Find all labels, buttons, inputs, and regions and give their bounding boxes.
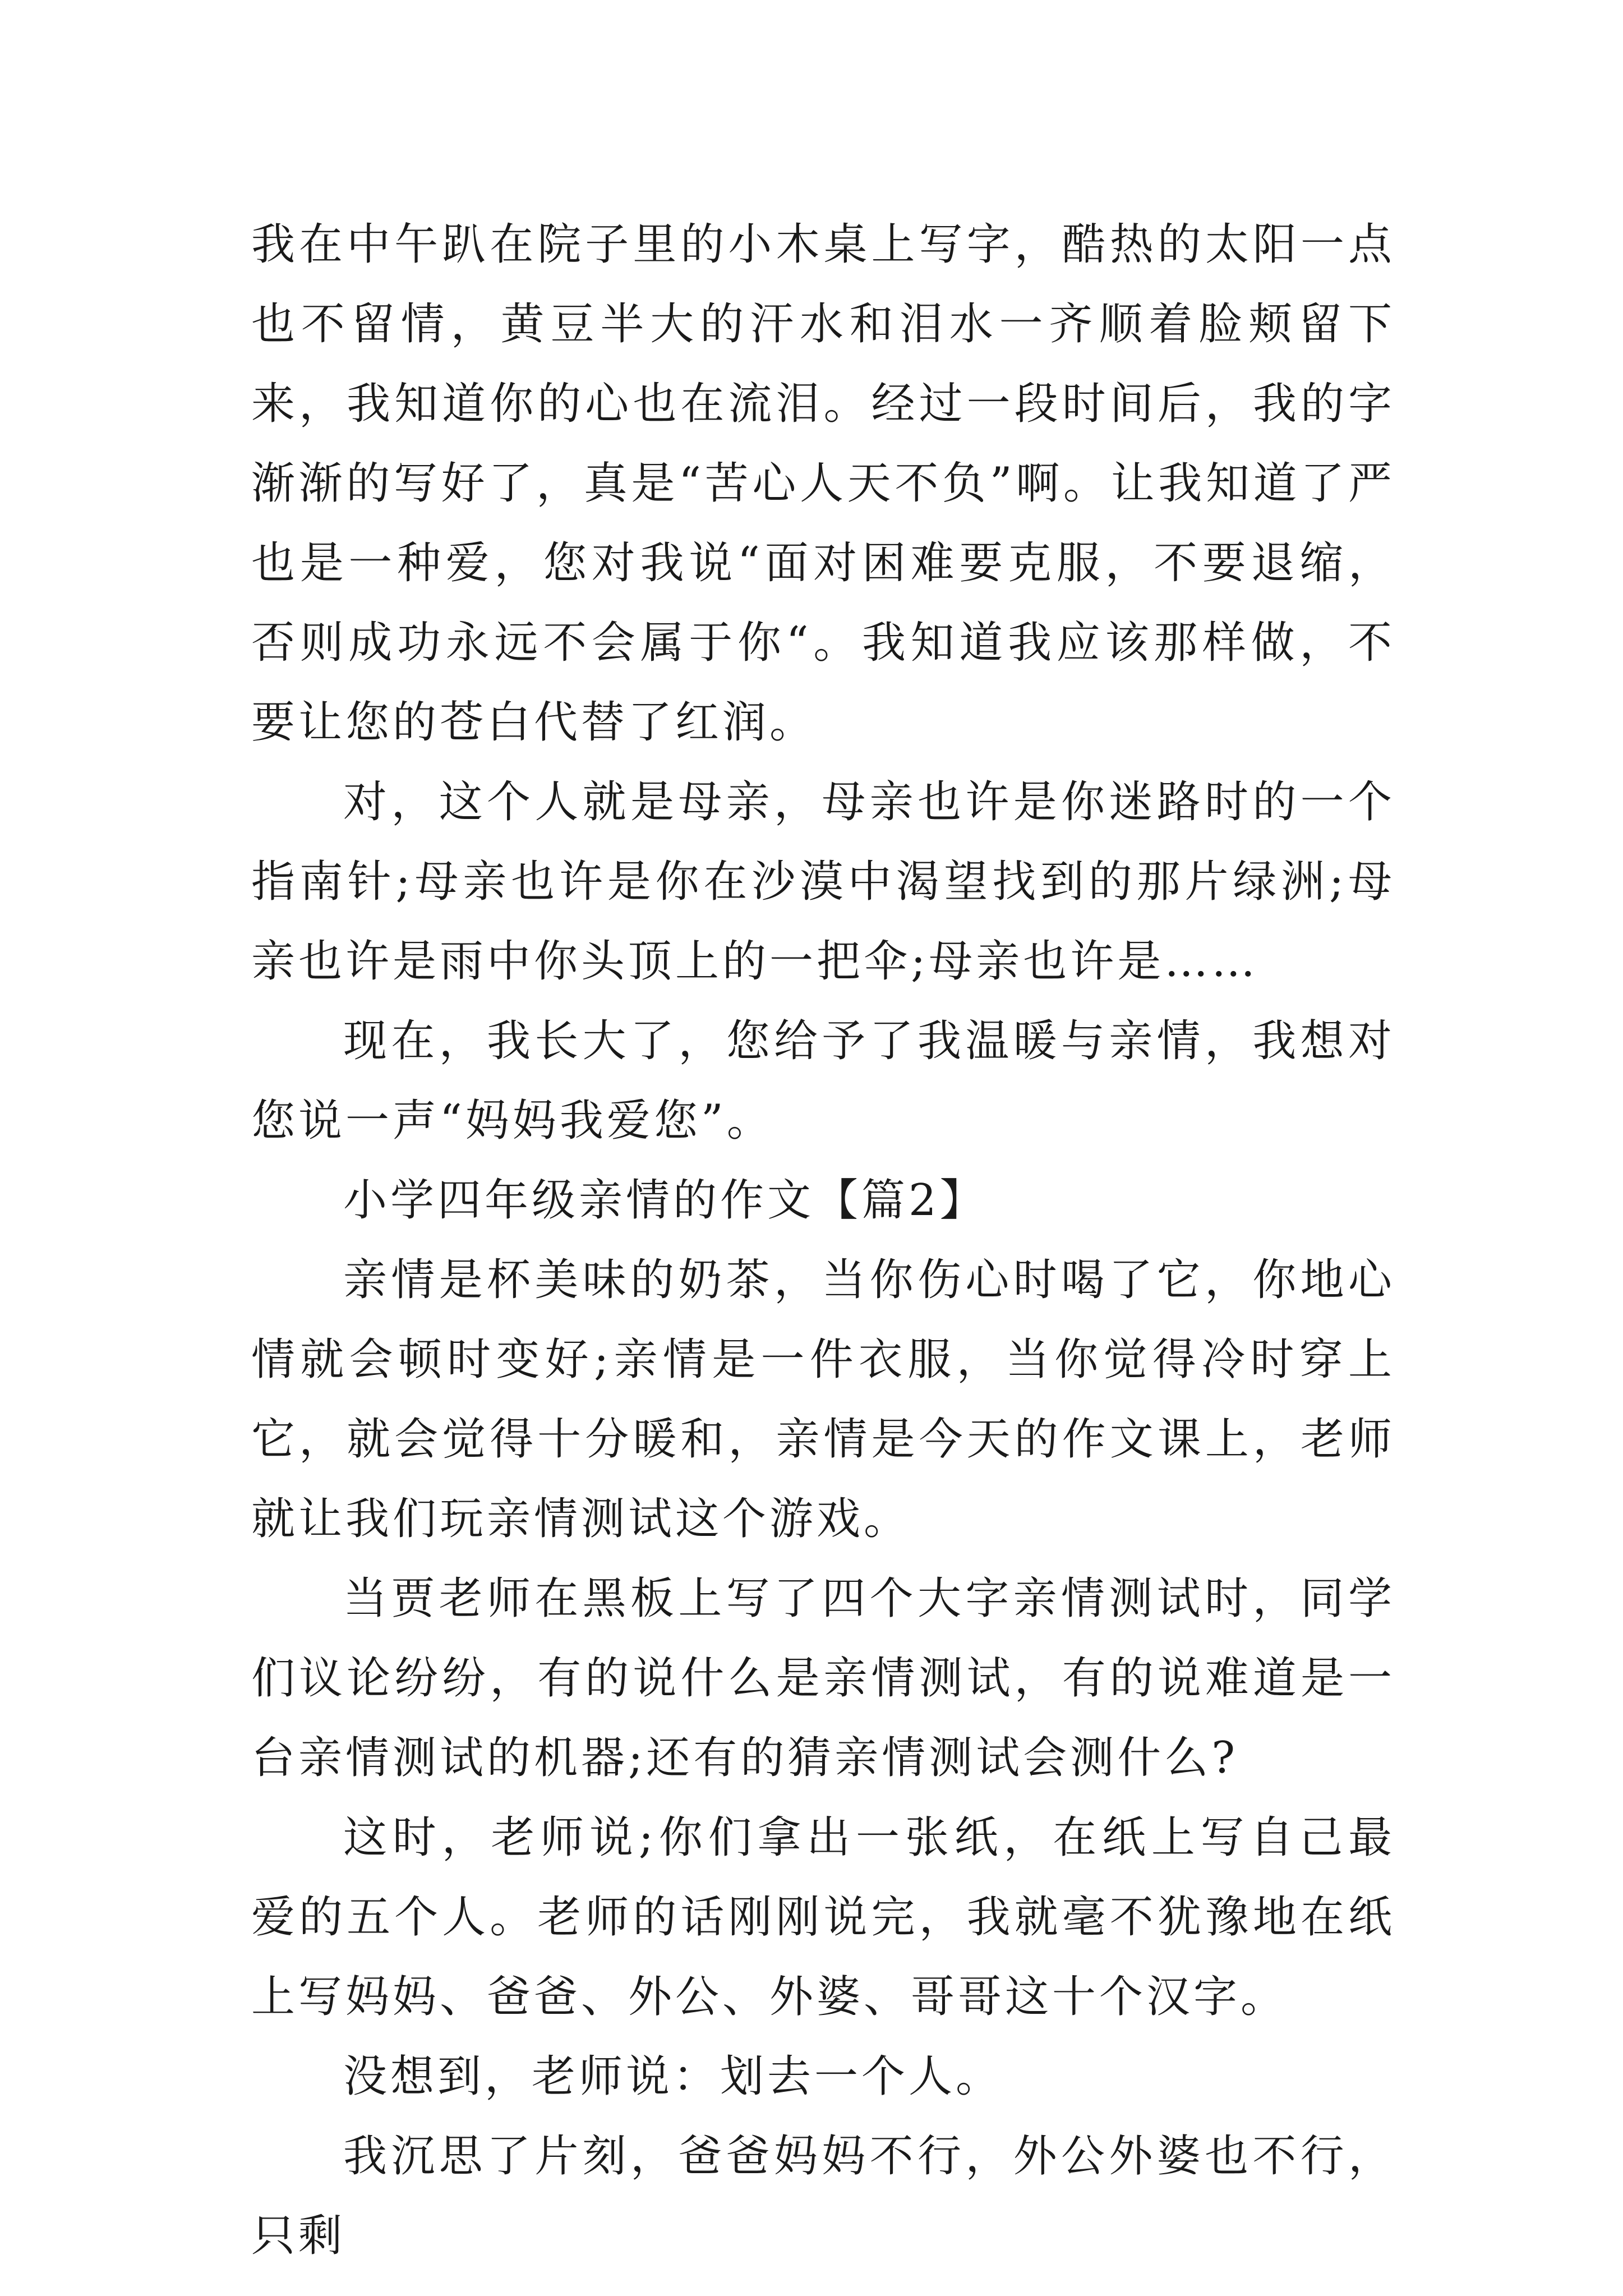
paragraph-milk-tea: 亲情是杯美味的奶茶，当你伤心时喝了它，你地心情就会顿时变好;亲情是一件衣服，当你觉得冷时穿上它，就会觉得十分暖和，亲情是今天的作文课上，老师就让我们玩亲情测试这个游戏。	[251, 1255, 1395, 1544]
paragraph-blackboard: 当贾老师在黑板上写了四个大字亲情测试时，同学们议论纷纷，有的说什么是亲情测试，有的说难道是一台亲情测试的机器;还有的猜亲情测试会测什么?	[251, 1573, 1395, 1783]
paragraph-cross-out: 没想到，老师说：划去一个人。	[343, 2051, 1003, 2102]
paragraph-mother-compass: 对，这个人就是母亲，母亲也许是你迷路时的一个指南针;母亲也许是你在沙漠中渴望找到的那片绿洲;母亲也许是雨中你头顶上的一把伞;母亲也许是……	[251, 777, 1395, 987]
section-heading: 小学四年级亲情的作文【篇2】	[343, 1175, 987, 1226]
paragraph-grown-up: 现在，我长大了，您给予了我温暖与亲情，我想对您说一声“妈妈我爱您”。	[251, 1016, 1395, 1146]
paragraph-five-people: 这时，老师说;你们拿出一张纸，在纸上写自己最爱的五个人。老师的话刚刚说完，我就毫不犹豫地在纸上写妈妈、爸爸、外公、外婆、哥哥这十个汉字。	[251, 1812, 1395, 2022]
document-body	[251, 205, 1395, 2276]
paragraph-thinking: 我沉思了片刻，爸爸妈妈不行，外公外婆也不行，只剩	[251, 2131, 1395, 2261]
paragraph-continued: 我在中午趴在院子里的小木桌上写字，酷热的太阳一点也不留情，黄豆半大的汗水和泪水一齐顺着脸颊留下来，我知道你的心也在流泪。经过一段时间后，我的字渐渐的写好了，真是“苦心人天不负”啊。让我知道了严也是一种爱，您对我说“面对困难要克服，不要退缩，否则成功永远不会属于你“。我知道我应该那样做，不要让您的苍白代替了红润。	[251, 219, 1395, 748]
